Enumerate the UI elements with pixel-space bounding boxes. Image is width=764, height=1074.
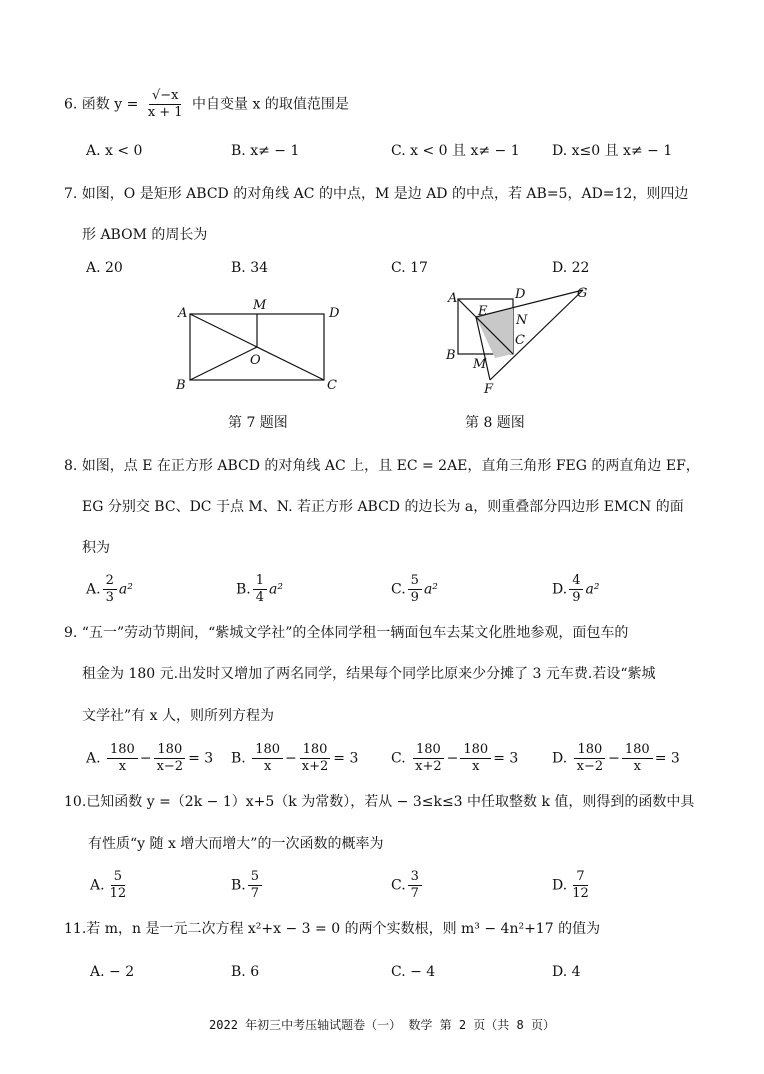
q8-option-b-tail: a² [269, 581, 283, 598]
q9-option-d-label: D. [552, 750, 568, 767]
fig7-caption: 第 7 题图 [228, 415, 288, 431]
q8-line1: 8. 如图，点 E 在正方形 ABCD 的对角线 AC 上，且 EC = 2AE，直角三角形 FEG 的两直角边 EF， [64, 458, 700, 474]
fig8-label-n: N [516, 313, 528, 328]
q9-option-a-eq: = 3 [188, 750, 214, 767]
q10-option-b [231, 869, 264, 902]
q11-line1: 11.若 m，n 是一元二次方程 x²+x − 3 = 0 的两个实数根，则 m³ − 4n²+17 的值为 [64, 921, 601, 937]
q8-option-c-num: 5 [408, 573, 422, 590]
q10-option-b-label: B. [231, 877, 246, 894]
q9-option-d-eq: = 3 [654, 750, 680, 767]
q6-frac-den: x + 1 [147, 105, 183, 120]
fig8-label-g: G [577, 286, 588, 301]
q6-option-c: C. x < 0 且 x≠ − 1 [391, 143, 520, 159]
q8-option-c-tail: a² [423, 581, 438, 598]
q10-option-c [391, 869, 424, 902]
q8-option-a [86, 573, 133, 606]
q6-option-d: D. x≤0 且 x≠ − 1 [552, 143, 673, 159]
fig7-label-a: A [178, 306, 188, 321]
q10-option-a [90, 869, 131, 902]
q6-option-a: A. x < 0 [86, 143, 143, 159]
fig8-label-m: M [473, 357, 487, 372]
q9-option-b-n1: 180 [252, 742, 283, 759]
q10-line1: 10.已知函数 y =（2k − 1）x+5（k 为常数），若从 − 3≤k≤3 中任取整数 k 值，则得到的函数中具 [64, 794, 695, 810]
q9-option-d-d2: x [633, 759, 641, 774]
q8-option-d [552, 573, 599, 606]
q10-option-d-label: D. [552, 877, 568, 894]
q8-option-c-den: 9 [410, 590, 419, 605]
q9-option-c-d2: x [472, 759, 480, 774]
q9-option-a-d1: x [118, 759, 127, 774]
q8-line3: 积为 [82, 540, 110, 556]
q8-option-d-tail: a² [585, 581, 600, 598]
fig8-label-b: B [446, 348, 456, 363]
fig7-label-d: D [329, 306, 340, 321]
q10-option-c-den: 7 [410, 886, 419, 901]
q9-option-a-n2: 180 [154, 742, 185, 759]
q9-option-c-eq: = 3 [493, 750, 519, 767]
q9-option-b-eq: = 3 [333, 750, 359, 767]
q8-option-b-label: B. [236, 581, 251, 598]
q10-option-a-num: 5 [111, 869, 125, 886]
q9-option-a-label: A. [86, 750, 101, 767]
fig8-label-d: D [515, 287, 526, 302]
q8-option-a-num: 2 [103, 573, 117, 590]
q9-option-c-d1: x+2 [415, 759, 442, 774]
q9-option-d-n1: 180 [574, 742, 605, 759]
q9-option-a-d2: x−2 [156, 759, 184, 774]
q8-option-d-den: 9 [572, 590, 581, 605]
q9-line2: 租金为 180 元.出发时又增加了两名同学，结果每个同学比原来少分摊了 3 元车费.若设“紫城 [82, 666, 656, 682]
q9-option-b-d2: x+2 [301, 759, 329, 774]
q10-option-c-label: C. [391, 877, 406, 894]
q6-frac-num: √−x [149, 88, 182, 105]
q7-option-d: D. 22 [552, 260, 590, 276]
q10-option-d-num: 7 [573, 869, 587, 886]
q9-option-c-label: C. [391, 750, 406, 767]
fig7-label-b: B [176, 378, 186, 393]
fig8-label-e: E [478, 304, 488, 319]
q9-option-c-n2: 180 [460, 742, 491, 759]
q10-option-c-num: 3 [408, 869, 422, 886]
q6-option-b: B. x≠ − 1 [231, 143, 300, 159]
fig7-label-o: O [250, 353, 261, 368]
fig7-segment-bo [190, 347, 257, 380]
fig8-label-a: A [448, 291, 458, 306]
q6-stem [64, 88, 349, 121]
q8-option-b [236, 573, 283, 606]
q10-option-a-label: A. [90, 877, 105, 894]
q7-option-b: B. 34 [231, 260, 269, 276]
q8-line2: EG 分别交 BC、DC 于点 M、N. 若正方形 ABCD 的边长为 a，则重叠部分四边形 EMCN 的面 [82, 499, 684, 515]
q10-option-b-num: 5 [248, 869, 262, 886]
q11-option-b: B. 6 [231, 964, 260, 980]
q9-option-a-n1: 180 [107, 742, 138, 759]
figure-8 [440, 280, 600, 400]
q6-stem-suffix: 中自变量 x 的取值范围是 [187, 96, 349, 113]
q8-option-c-label: C. [391, 581, 406, 598]
fig8-label-c: C [515, 333, 525, 348]
q9-option-b: B. $\frac{180}{x}$ − $\frac{180}{x+2}$ = 3 [231, 742, 359, 774]
q7-line1: 7. 如图，O 是矩形 ABCD 的对角线 AC 的中点，M 是边 AD 的中点，若 AB=5，AD=12，则四边 [64, 186, 689, 202]
q9-option-d: D. $\frac{180}{x-2}$ − $\frac{180}{x}$ = 3 [552, 742, 680, 774]
q8-option-d-label: D. [552, 581, 568, 598]
q7-option-c: C. 17 [391, 260, 428, 276]
fig7-label-m: M [253, 298, 267, 313]
fig7-label-c: C [327, 378, 337, 393]
q10-option-a-den: 12 [109, 886, 127, 901]
fig8-leg-eg [476, 290, 583, 317]
q7-option-a: A. 20 [86, 260, 123, 276]
q6-stem-prefix: 6. 函数 y = [64, 96, 143, 113]
fig8-caption: 第 8 题图 [465, 415, 525, 431]
q9-option-d-n2: 180 [622, 742, 653, 759]
q10-option-d [552, 869, 594, 902]
q8-option-d-num: 4 [569, 573, 583, 590]
q8-option-b-num: 1 [253, 573, 267, 590]
q8-option-c [391, 573, 438, 606]
q10-option-d-den: 12 [572, 886, 589, 901]
q9-line1: 9. “五一”劳动节期间，“紫城文学社”的全体同学租一辆面包车去某文化胜地参观，面包车的 [64, 625, 629, 641]
q10-option-b-den: 7 [250, 886, 260, 901]
q9-line3: 文学社”有 x 人，则所列方程为 [82, 708, 274, 724]
figure-7 [170, 295, 350, 400]
q9-option-d-d1: x−2 [576, 759, 604, 774]
q6-fraction [145, 88, 186, 121]
q8-option-a-tail: a² [118, 581, 133, 598]
q11-option-c: C. − 4 [391, 964, 436, 980]
q7-line2: 形 ABOM 的周长为 [82, 227, 208, 243]
q8-option-a-den: 3 [105, 590, 114, 605]
q9-option-b-d1: x [263, 759, 272, 774]
q9-option-c: C. $\frac{180}{x+2}$ − $\frac{180}{x}$ = 3 [391, 742, 519, 774]
q9-option-b-label: B. [231, 750, 246, 767]
q9-option-a: A. $\frac{180}{x}$ − $\frac{180}{x-2}$ = 3 [86, 742, 214, 774]
fig8-label-f: F [484, 382, 494, 397]
page-footer: 2022 年初三中考压轴试题卷（一） 数学 第 2 页（共 8 页） [209, 1018, 555, 1032]
q11-option-a: A. − 2 [90, 964, 135, 980]
q8-option-b-den: 4 [255, 590, 265, 605]
q11-option-d: D. 4 [552, 964, 581, 980]
q9-option-b-n2: 180 [300, 742, 331, 759]
q10-line2: 有性质“y 随 x 增大而增大”的一次函数的概率为 [88, 836, 384, 852]
q9-option-c-n1: 180 [413, 742, 444, 759]
q8-option-a-label: A. [86, 581, 101, 598]
